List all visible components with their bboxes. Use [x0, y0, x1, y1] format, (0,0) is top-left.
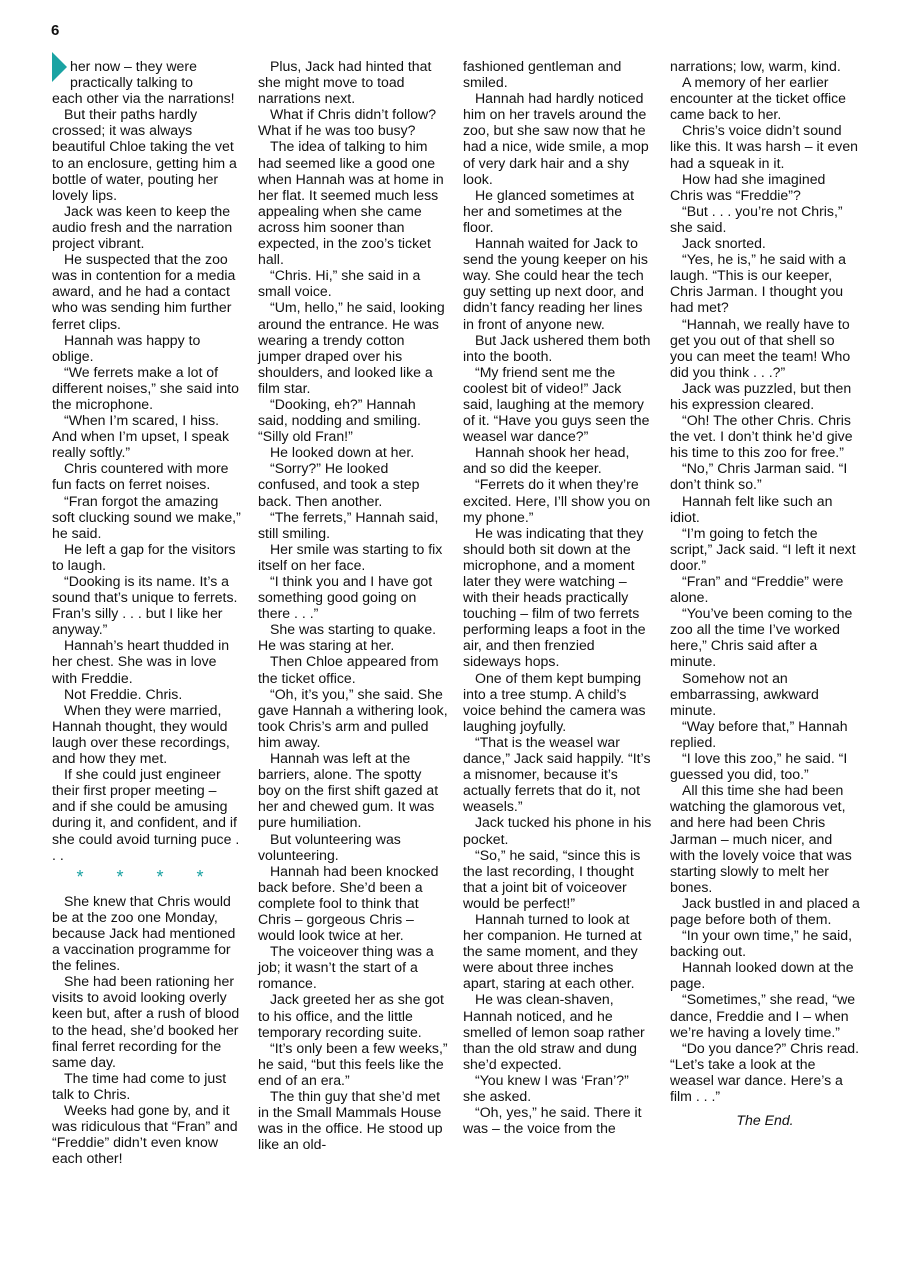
column-3	[463, 58, 653, 1136]
paragraph: practically talking to	[70, 74, 193, 91]
paragraph: “It’s only been a few weeks,” he said, “but this feels like the end of an era.”	[258, 1039, 448, 1088]
paragraph: But their paths hardly crossed; it was always beautiful Chloe taking the vet to an enclosure, getting him a bottle of water, pouting her lovely lips.	[52, 106, 237, 203]
paragraph: “The ferrets,” Hannah said, still smiling.	[258, 508, 439, 541]
paragraph: Hannah waited for Jack to send the young keeper on his way. She could hear the tech guy setting up next door, and didn’t fancy reading her lines in front of anyone new.	[463, 235, 648, 332]
paragraph: “Ferrets do it when they’re excited. Here, I’ll show you on my phone.”	[463, 476, 651, 525]
paragraph: “That is the weasel war dance,” Jack said happily. “It’s a misnomer, because it’s actually ferrets that do it, not weasels.”	[463, 733, 651, 815]
paragraph: “So,” he said, “since this is the last recording, I thought that a joint bit of voiceover would be perfect!”	[463, 846, 641, 911]
paragraph: Somehow not an embarrassing, awkward minute.	[670, 669, 819, 718]
paragraph: “We ferrets make a lot of different noises,” she said into the microphone.	[52, 363, 239, 412]
paragraph: “Yes, he is,” he said with a laugh. “This is our keeper, Chris Jarman. I thought you had met?	[670, 251, 846, 316]
paragraph: “Way before that,” Hannah replied.	[670, 717, 848, 750]
paragraph: Hannah’s heart thudded in her chest. She was in love with Freddie.	[52, 637, 230, 686]
paragraph: “When I’m scared, I hiss. And when I’m upset, I speak really softly.”	[52, 412, 230, 461]
column-2	[258, 58, 448, 1152]
paragraph: “Hannah, we really have to get you out of that shell so you can meet the team! Who did you think . . .?”	[670, 315, 851, 380]
paragraph: “Fran” and “Freddie” were alone.	[670, 573, 844, 606]
paragraph: All this time she had been watching the glamorous vet, and here had been Chris Jarman – much nicer, and with the lovely voice that was starting slowly to melt her bones.	[670, 782, 852, 895]
paragraph: “Oh, it’s you,” she said. She gave Hannah a withering look, took Chris’s arm and pulled him away.	[258, 685, 448, 750]
paragraph: Jack tucked his phone in his pocket.	[463, 814, 652, 847]
column-4	[670, 58, 860, 1128]
paragraph: “No,” Chris Jarman said. “I don’t think so.”	[670, 460, 848, 493]
paragraph: Jack was keen to keep the audio fresh and the narration project vibrant.	[52, 202, 233, 252]
paragraph: each other via the narrations!	[52, 90, 235, 107]
paragraph: “Chris. Hi,” she said in a small voice.	[258, 267, 421, 300]
paragraph: “My friend sent me the coolest bit of video!” Jack said, laughing at the memory of it. “Have you guys seen the weasel war dance?”	[463, 363, 650, 445]
paragraph: Weeks had gone by, and it was ridiculous that “Fran” and “Freddie” didn’t even know each other!	[52, 1102, 238, 1167]
paragraph: Jack snorted.	[682, 235, 766, 252]
paragraph: “Fran forgot the amazing soft clucking sound we make,” he said.	[52, 492, 241, 541]
paragraph: “I’m going to fetch the script,” Jack said. “I left it next door.”	[670, 524, 856, 573]
paragraph: The voiceover thing was a job; it wasn’t the start of a romance.	[258, 943, 434, 992]
paragraph: How had she imagined Chris was “Freddie”?	[670, 170, 826, 203]
paragraph: Hannah had hardly noticed him on her travels around the zoo, but she saw now that he had a nice, wide smile, a mop of very dark hair and a shy look.	[463, 90, 649, 187]
paragraph: The idea of talking to him had seemed like a good one when Hannah was at home in her flat. It seemed much less appealing when she came across him sooner than expected, in the zoo’s ticket hall.	[258, 138, 444, 268]
paragraph: He left a gap for the visitors to laugh.	[52, 540, 236, 573]
paragraph: “Sorry?” He looked confused, and took a step back. Then another.	[258, 460, 420, 509]
paragraph: Jack was puzzled, but then his expression cleared.	[670, 379, 852, 412]
paragraph: “You’ve been coming to the zoo all the time I’ve worked here,” Chris said after a minute.	[670, 605, 853, 670]
end-text: The End.	[736, 1112, 794, 1129]
paragraph: Plus, Jack had hinted that she might move to toad narrations next.	[258, 58, 432, 107]
paragraph: “You knew I was ‘Fran’?” she asked.	[463, 1071, 629, 1104]
paragraph: “Sometimes,” she read, “we dance, Freddie and I – when we’re having a lovely time.”	[670, 991, 856, 1040]
paragraph: Hannah had been knocked back before. She’d been a complete fool to think that Chris – gorgeous Chris – would look twice at her.	[258, 862, 439, 944]
paragraph: fashioned gentleman and smiled.	[463, 58, 622, 91]
paragraph: Hannah looked down at the page.	[670, 959, 854, 992]
paragraph: Chris countered with more fun facts on ferret noises.	[52, 460, 229, 493]
paragraph: She was starting to quake. He was staring at her.	[258, 621, 437, 654]
paragraph: Hannah was happy to oblige.	[52, 331, 201, 364]
paragraph: He suspected that the zoo was in contention for a media award, and he had a contact who was sending him further ferret clips.	[52, 251, 236, 332]
paragraph: Hannah turned to look at her companion. He turned at the same moment, and they were about three inches apart, staring at each other.	[463, 910, 642, 992]
column-1	[52, 58, 242, 1166]
paragraph: Hannah was left at the barriers, alone. The spotty boy on the first shift gazed at her and chewed gum. It was pure humiliation.	[258, 750, 439, 831]
paragraph: The time had come to just talk to Chris.	[52, 1069, 227, 1102]
paragraph: “Do you dance?” Chris read. “Let’s take a look at the weasel war dance. Here’s a film . . .”	[670, 1039, 860, 1104]
paragraph: He was clean-shaven, Hannah noticed, and he smelled of lemon soap rather than the old straw and dung she’d expected.	[463, 991, 645, 1072]
paragraph: When they were married, Hannah thought, they would laugh over these recordings, and how they met.	[52, 701, 230, 767]
paragraph: “Oh, yes,” he said. There it was – the voice from the	[463, 1104, 642, 1137]
paragraph: “But . . . you’re not Chris,” she said.	[670, 202, 843, 235]
paragraph: narrations; low, warm, kind.	[670, 58, 841, 74]
paragraph: Jack bustled in and placed a page before both of them.	[670, 894, 860, 927]
paragraph: “I love this zoo,” he said. “I guessed you did, too.”	[670, 750, 848, 783]
paragraph: Not Freddie. Chris.	[64, 685, 183, 702]
paragraph: “In your own time,” he said, backing out.	[670, 927, 852, 960]
paragraph: What if Chris didn’t follow? What if he was too busy?	[258, 106, 437, 139]
paragraph: her now – they were	[70, 58, 197, 74]
paragraph: Then Chloe appeared from the ticket office.	[258, 653, 439, 686]
paragraph: The thin guy that she’d met in the Small Mammals House was in the office. He stood up like an old-	[258, 1088, 443, 1153]
paragraph: If she could just engineer their first proper meeting – and if she could be amusing during it, and confident, and if she could avoid turning puce . . .	[52, 766, 240, 863]
paragraph: Hannah shook her head, and so did the keeper.	[463, 444, 630, 477]
paragraph: “Dooking, eh?” Hannah said, nodding and smiling. “Silly old Fran!”	[258, 395, 421, 445]
page-number: 6	[51, 22, 60, 39]
paragraph: He glanced sometimes at her and sometimes at the floor.	[463, 186, 635, 235]
paragraph: He was indicating that they should both sit down at the microphone, and a moment later they were watching – with their heads practically touching – film of two ferrets performing leaps a foot in the air, and then frenzied sideways hops.	[463, 524, 646, 670]
paragraph: Her smile was starting to fix itself on her face.	[258, 540, 443, 573]
paragraph: Chris’s voice didn’t sound like this. It was harsh – it even had a squeak in it.	[670, 122, 859, 171]
paragraph: He looked down at her.	[270, 444, 415, 461]
section-separator: * * * *	[76, 866, 218, 887]
paragraph: Hannah felt like such an idiot.	[670, 492, 833, 525]
paragraph: One of them kept bumping into a tree stump. A child’s voice behind the camera was laughing joyfully.	[463, 669, 646, 734]
paragraph: “Um, hello,” he said, looking around the entrance. He was wearing a trendy cotton jumper draped over his shoulders, and looked like a film star.	[258, 299, 445, 396]
paragraph: “Oh! The other Chris. Chris the vet. I don’t think he’d give his time to this zoo for free.”	[670, 412, 853, 461]
paragraph: She knew that Chris would be at the zoo one Monday, because Jack had mentioned a vaccination programme for the felines.	[52, 892, 236, 974]
paragraph: Jack greeted her as she got to his office, and the little temporary recording suite.	[258, 991, 444, 1040]
paragraph: But volunteering was volunteering.	[258, 830, 401, 863]
paragraph: “I think you and I have got something good going on there . . .”	[258, 573, 433, 622]
paragraph: But Jack ushered them both into the booth.	[463, 331, 651, 364]
paragraph: “Dooking is its name. It’s a sound that’s unique to ferrets. Fran’s silly . . . but I like her anyway.”	[52, 573, 238, 638]
paragraph: A memory of her earlier encounter at the ticket office came back to her.	[670, 74, 847, 123]
paragraph: She had been rationing her visits to avoid looking overly keen but, after a rush of blood to the head, she’d booked her final ferret recording for the same day.	[52, 973, 240, 1070]
